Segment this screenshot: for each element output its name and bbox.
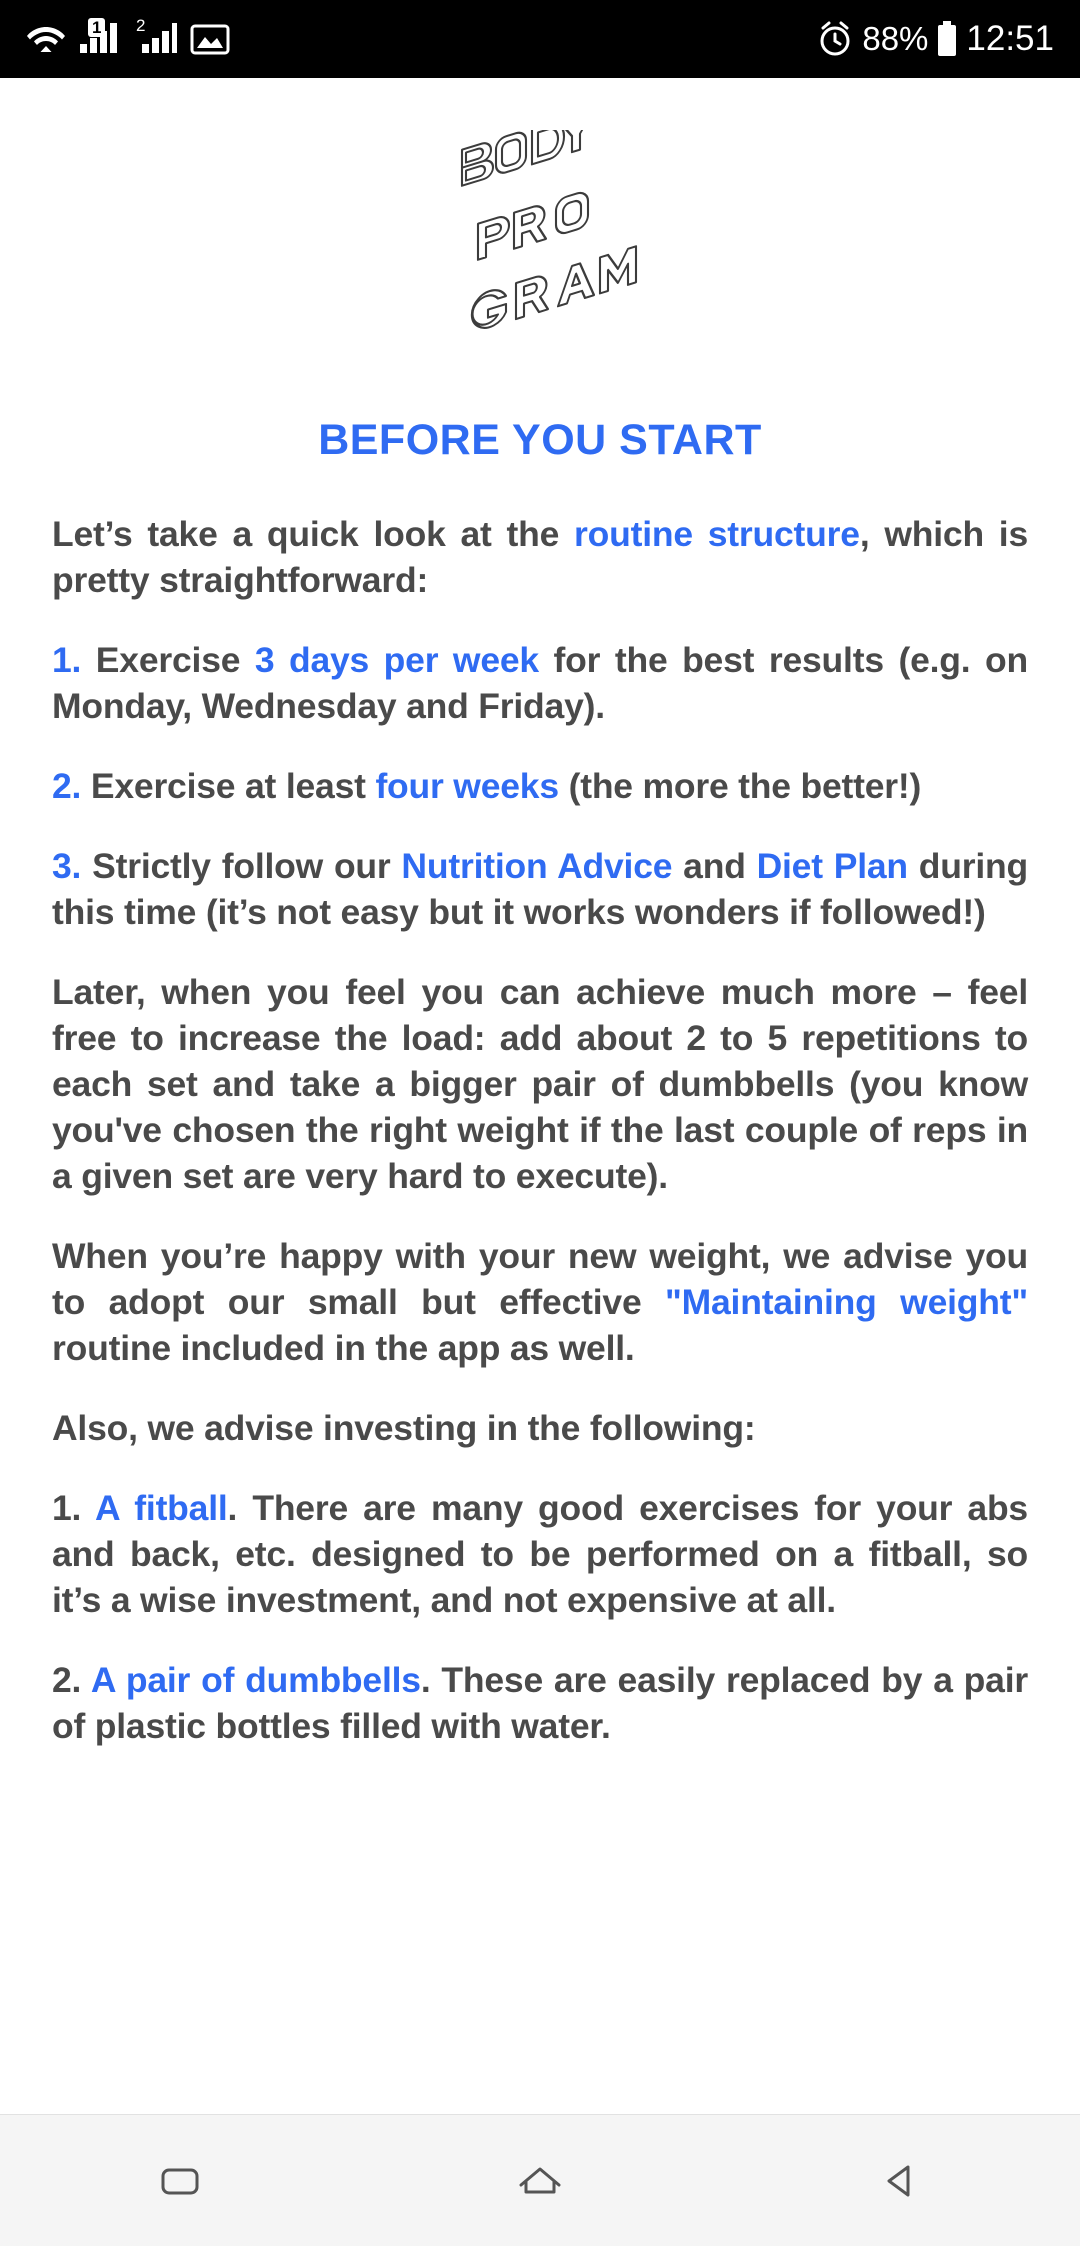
- wifi-icon: [26, 22, 66, 56]
- inline-link[interactable]: A pair of dumbbells: [90, 1660, 421, 1700]
- paragraph-text: , which is pretty straightforward:: [52, 514, 1028, 600]
- paragraph-text: routine included in the app as well.: [52, 1328, 635, 1368]
- paragraph-text: [81, 1660, 91, 1700]
- paragraph-invest-2: [52, 1657, 1028, 1749]
- paragraph-text: . These are easily replaced by a pair of plastic bottles filled with water.: [52, 1660, 1028, 1746]
- body-program-logo: [440, 130, 640, 390]
- recent-apps-button[interactable]: [120, 2121, 240, 2241]
- system-navigation-bar: [0, 2114, 1080, 2246]
- status-bar-left: [26, 15, 230, 59]
- image-icon: [190, 22, 230, 56]
- paragraph-text: . There are many good exercises for your abs and back, etc. designed to be performed on a fitball, so it’s a wise investment, and not expensive at all.: [52, 1488, 1028, 1620]
- signal-bars-2-icon: [134, 15, 178, 59]
- paragraph-text: Later, when you feel you can achieve much more – feel free to increase the load: add about 2 to 5 repetitions to each set and take a bigger pair of dumbbells (you know you've chosen the right weight if the last couple of reps in a given set are very hard to execute).: [52, 972, 1028, 1196]
- app-content-area: [0, 78, 1080, 2114]
- recent-apps-icon: [157, 2158, 203, 2204]
- status-bar: [0, 0, 1080, 78]
- home-icon: [515, 2158, 565, 2204]
- logo-container: [52, 130, 1028, 390]
- paragraph-item-3: [52, 843, 1028, 935]
- page-title: BEFORE YOU START: [318, 416, 762, 464]
- paragraph-load-advice: [52, 969, 1028, 1199]
- clock-label: 12:51: [966, 19, 1054, 58]
- paragraph-text: Let’s take a quick look at the: [52, 514, 574, 554]
- paragraph-text: When you’re happy with your new weight, we advise you to adopt our small but effective: [52, 1236, 1028, 1322]
- inline-link[interactable]: four weeks: [375, 766, 559, 806]
- paragraph-item-1: [52, 637, 1028, 729]
- list-number: 1.: [52, 1488, 82, 1528]
- list-number: 1.: [52, 640, 82, 680]
- paragraph-text: and: [672, 846, 757, 886]
- inline-link[interactable]: 3 days per week: [254, 640, 539, 680]
- paragraph-investing-intro: [52, 1405, 1028, 1451]
- inline-link[interactable]: routine structure: [574, 514, 860, 554]
- paragraph-text: Exercise at least: [81, 766, 376, 806]
- signal-bars-1-icon: [78, 17, 122, 59]
- battery-percent-label: 88%: [862, 20, 929, 57]
- back-icon: [877, 2158, 923, 2204]
- back-button[interactable]: [840, 2121, 960, 2241]
- paragraph-intro: [52, 511, 1028, 603]
- inline-link[interactable]: "Maintaining weight": [665, 1282, 1028, 1322]
- inline-link[interactable]: Nutrition Advice: [401, 846, 673, 886]
- paragraph-text: Exercise: [81, 640, 255, 680]
- inline-link[interactable]: A fitball: [95, 1488, 228, 1528]
- paragraph-text: (the more the better!): [558, 766, 922, 806]
- alarm-icon: [816, 20, 854, 58]
- paragraph-text: Also, we advise investing in the following:: [52, 1408, 756, 1448]
- paragraph-maintaining-weight: [52, 1233, 1028, 1371]
- paragraph-item-2: [52, 763, 1028, 809]
- list-number: 3.: [52, 846, 82, 886]
- status-bar-right: [816, 19, 1054, 59]
- sim2-label: 2: [136, 15, 146, 35]
- paragraph-invest-1: [52, 1485, 1028, 1623]
- paragraph-text: Strictly follow our: [81, 846, 402, 886]
- list-number: 2.: [52, 1660, 82, 1700]
- inline-link[interactable]: Diet Plan: [756, 846, 908, 886]
- paragraph-text: [81, 1488, 95, 1528]
- paragraph-text: during this time (it’s not easy but it works wonders if followed!): [52, 846, 1028, 932]
- article-content: [0, 78, 1080, 1749]
- battery-icon: [936, 20, 958, 58]
- paragraph-text: for the best results (e.g. on Monday, Wednesday and Friday).: [52, 640, 1028, 726]
- list-number: 2.: [52, 766, 82, 806]
- notification-count-badge: 1: [88, 18, 105, 37]
- home-button[interactable]: [480, 2121, 600, 2241]
